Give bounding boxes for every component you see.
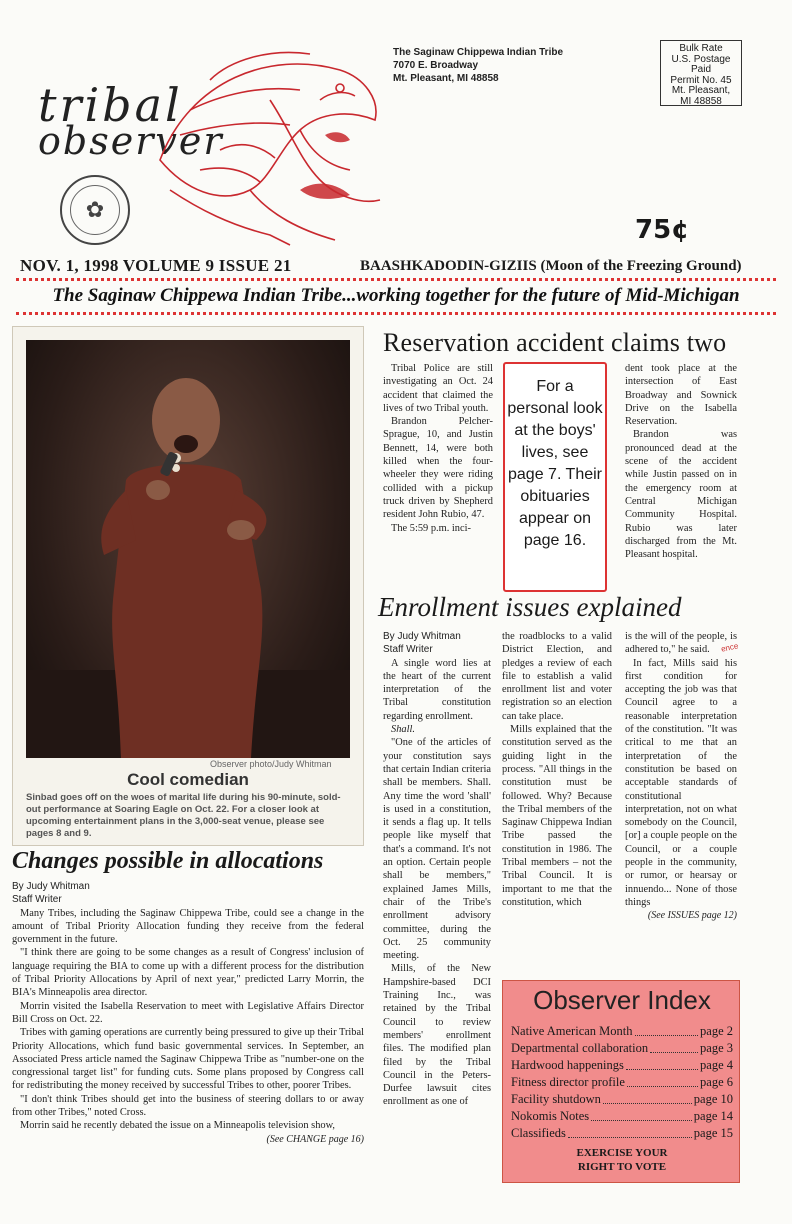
index-list bbox=[511, 1023, 733, 1142]
headline-allocations: Changes possible in allocations bbox=[12, 848, 324, 874]
enrollment-column-3: is the will of the people, is adhered to," he said. In fact, Mills said his first condition for accepting the job was that Council agree to a reasonable interpretation of the constitution. "It was critical to me that an interpretation of the constitution be based on acceptable standards of constitutional interpretation, not on what somebody on the Council, [or] a couple people on the Council, or a couple people in the community, or rumor, or hearsay or innuendo... None of those things (See ISSUES page 12) bbox=[625, 631, 737, 922]
tribal-seal-icon: ✿ bbox=[60, 175, 130, 245]
index-title: Observer Index bbox=[533, 985, 711, 1015]
photo-credit: Observer photo/Judy Whitman bbox=[210, 759, 332, 769]
continued-link: (See ISSUES page 12) bbox=[647, 910, 737, 922]
observer-index bbox=[502, 980, 740, 1183]
photo-caption: Sinbad goes off on the woes of marital life during his 90-minute, sold-out performance at Soaring Eagle on Oct. 22. For a closer look at upcoming entertainment plans in the 3,000-seat venue, please see pages 8 and 9. bbox=[26, 792, 341, 839]
eagle-feather-artwork-icon bbox=[150, 40, 385, 250]
divider bbox=[16, 278, 776, 281]
mailing-address: The Saginaw Chippewa Indian Tribe 7070 E. Broadway Mt. Pleasant, MI 48858 bbox=[393, 47, 564, 84]
vote-call-to-action: EXERCISE YOUR RIGHT TO VOTE bbox=[576, 1147, 668, 1173]
tagline: The Saginaw Chippewa Indian Tribe...working together for the future of Mid-Michigan bbox=[52, 285, 740, 306]
issue-price: 75¢ bbox=[635, 215, 690, 245]
reservation-column-1: Tribal Police are still investigating an Oct. 24 accident that claimed the lives of two Tribal youth. Brandon Pelcher-Sprague, 10, and Justin Bennett, 14, were both killed when the four-wheeler they were riding collided with a pickup truck driven by Shepherd resident John Rubio, 47. The 5:59 p.m. inci- bbox=[383, 363, 493, 534]
postage-permit-box: Bulk Rate U.S. Postage Paid Permit No. 45 Mt. Pleasant, MI 48858 bbox=[660, 40, 742, 106]
index-item: Nokomis Notes page 14 bbox=[511, 1109, 733, 1123]
headline-reservation-accident: Reservation accident claims two bbox=[383, 328, 727, 357]
obituary-callout-box: For a personal look at the boys' lives, see page 7. Their obituaries appear on page 16. bbox=[503, 362, 607, 592]
reservation-column-3: dent took place at the intersection of East Broadway and Sownick Drive on the Isabella Reservation. Brandon was pronounced dead at the scene of the accident while Justin passed on in the emergency room at Central Michigan Community Hospital. Rubio was later discharged from the Mt. Pleasant hospital. bbox=[625, 363, 737, 561]
index-item: Departmental collaboration page 3 bbox=[511, 1041, 733, 1055]
index-item: Hardwood happenings page 4 bbox=[511, 1058, 733, 1072]
logo-tribal: tribal bbox=[38, 78, 183, 132]
enrollment-column-1: By Judy Whitman Staff Writer A single word lies at the heart of the current interpretation of the Tribal constitution regarding enrollment. Shall. "One of the articles of your constitution says that certain Indian criteria shall be members. Shall. Any time the word 'shall' is used in a constitution, it sends a flag up. It tells people like myself that that's a command. It's not an option. Certain people shall be members," explained James Mills, chair of the Tribe's enrollment advisory committee, during the Oct. 25 community meeting. Mills, of the New Hampshire-based DCI Training Inc., was retained by the Tribal Council to review members' enrollment files. The modified plan filed by the Tribal Council in the Peters-Durfee lawsuit cites enrollment as one of bbox=[383, 631, 491, 1108]
photo-caption-title: Cool comedian bbox=[127, 770, 249, 789]
index-item: Fitness director profile page 6 bbox=[511, 1075, 733, 1089]
index-item: Classifieds page 15 bbox=[511, 1126, 733, 1140]
moon-name: BAASHKADODIN-GIZIIS (Moon of the Freezing Ground) bbox=[360, 258, 742, 274]
comedian-photo bbox=[26, 340, 350, 758]
ink-stamp: ence bbox=[720, 641, 740, 654]
headline-enrollment: Enrollment issues explained bbox=[378, 592, 682, 622]
logo-observer: observer bbox=[38, 119, 224, 163]
index-item: Facility shutdown page 10 bbox=[511, 1092, 733, 1106]
index-item: Native American Month page 2 bbox=[511, 1024, 733, 1038]
allocations-article: By Judy Whitman Staff Writer Many Tribes, including the Saginaw Chippewa Tribe, could see a change in the amount of Tribal Priority Allocation funding they receive from the federal government in the future. "I think there are going to be some changes as a result of Congress' inclusion of language requiring the BIA to come up with a different process for the distribution of Tribal Priority Allocations by April of next year," predicted Larry Morrin, the BIA's Minneapolis area director. Morrin visited the Isabella Reservation to meet with Legislative Affairs Director Bill Cross on Oct. 22. Tribes with gaming operations are currently being pressured to give up their Tribal Priority Allocations, which fund basic governmental services. In September, an Associated Press article named the Saginaw Chippewa Tribe as "number-one on the congressional target list" for funding cuts. Some plans proposed by Congress call for redistributing the money received by successful Tribes to other, poorer Tribes. "I don't think Tribes should get into the business of steering dollars to or away from other Tribes," noted Cross. Morrin said he recently debated the issue on a Minneapolis television show, (See CHANGE page 16) bbox=[12, 881, 364, 1145]
enrollment-column-2: the roadblocks to a valid District Election, and pledges a review of each file to establish a valid enrollment list and voter registration so an election can take place. Mills explained that the constitution served as the guiding light in the process. "All things in the constitution must be followed. Why? Because the Tribal members of the Saginaw Chippewa Indian Tribe passed the constitution in 1986. The Tribal members – not the Tribal Council. It is important to me that the constitution, which bbox=[502, 631, 612, 908]
continued-link: (See CHANGE page 16) bbox=[266, 1133, 364, 1145]
divider bbox=[16, 312, 776, 315]
comedian-figure-icon bbox=[26, 340, 350, 758]
dateline: NOV. 1, 1998 VOLUME 9 ISSUE 21 bbox=[20, 256, 292, 275]
